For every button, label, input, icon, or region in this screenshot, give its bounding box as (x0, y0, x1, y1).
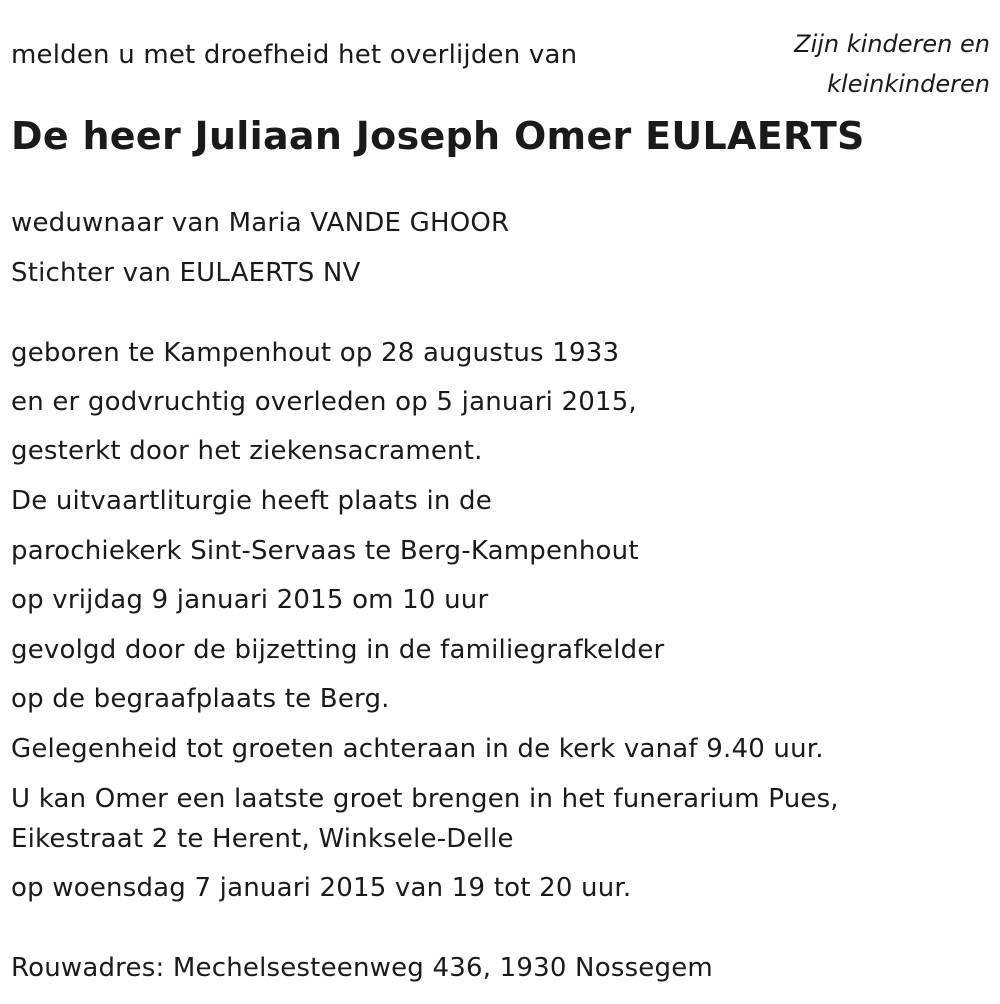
relation-widower: weduwnaar van Maria VANDE GHOOR (11, 208, 510, 238)
signatories (794, 24, 990, 104)
detail-liturgy: De uitvaartliturgie heeft plaats in de (11, 486, 492, 516)
detail-funerarium: U kan Omer een laatste groet brengen in het funerarium Pues, (11, 784, 839, 814)
detail-burial: gevolgd door de bijzetting in de familiegrafkelder (11, 635, 665, 665)
detail-church: parochiekerk Sint-Servaas te Berg-Kampenhout (11, 536, 639, 566)
detail-greeting: Gelegenheid tot groeten achteraan in de kerk vanaf 9.40 uur. (11, 734, 824, 764)
detail-funerarium-address: Eikestraat 2 te Herent, Winksele-Delle (11, 824, 514, 854)
signatories-line-2: kleinkinderen (827, 70, 990, 98)
signatories-line-1: Zijn kinderen en (794, 30, 990, 58)
relation-founder: Stichter van EULAERTS NV (11, 258, 361, 288)
intro-text: melden u met droefheid het overlijden van (11, 40, 578, 70)
detail-cemetery: op de begraafplaats te Berg. (11, 684, 390, 714)
detail-death: en er godvruchtig overleden op 5 januari 2015, (11, 387, 637, 417)
deceased-name: De heer Juliaan Joseph Omer EULAERTS (11, 114, 865, 158)
detail-birth: geboren te Kampenhout op 28 augustus 1933 (11, 338, 620, 368)
detail-sacrament: gesterkt door het ziekensacrament. (11, 436, 483, 466)
detail-funeral-date: op vrijdag 9 januari 2015 om 10 uur (11, 585, 489, 615)
detail-visitation: op woensdag 7 januari 2015 van 19 tot 20 uur. (11, 873, 632, 903)
mourning-address: Rouwadres: Mechelsesteenweg 436, 1930 Nossegem (11, 953, 713, 983)
